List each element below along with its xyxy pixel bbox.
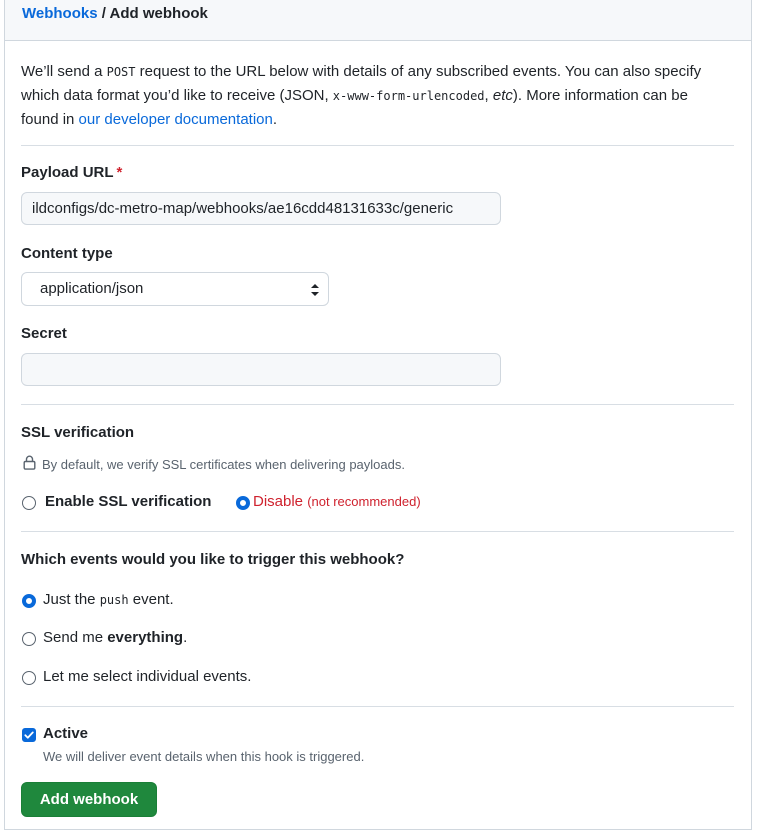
events-push-label[interactable]	[43, 591, 174, 608]
breadcrumb-separator: /	[97, 5, 110, 22]
events-question: Which events would you like to trigger this webhook?	[21, 551, 405, 568]
ssl-disable-text: Disable	[253, 493, 304, 510]
add-webhook-button[interactable]: Add webhook	[21, 782, 157, 817]
ssl-verification-label: SSL verification	[21, 424, 135, 441]
secret-label: Secret	[21, 325, 67, 342]
ssl-disable-label[interactable]	[253, 493, 421, 510]
content-type-value: application/json	[40, 280, 144, 297]
content-type-select[interactable]	[21, 272, 329, 306]
payload-url-label: Payload URL *	[21, 164, 123, 181]
intro-part: ,	[484, 87, 493, 104]
payload-url-input[interactable]: ildconfigs/dc-metro-map/webhooks/ae16cdd48131633c/generic	[21, 192, 501, 225]
divider	[21, 706, 734, 707]
events-push-text: event.	[128, 591, 174, 608]
intro-part: ). More information can be found in	[21, 87, 688, 128]
events-push-radio[interactable]	[22, 594, 36, 608]
checkmark-icon	[23, 729, 35, 741]
ssl-note: By default, we verify SSL certificates when delivering payloads.	[42, 457, 405, 472]
active-label[interactable]: Active	[43, 725, 89, 742]
lock-icon	[23, 455, 36, 470]
panel-header	[5, 0, 751, 41]
developer-docs-link[interactable]: our developer documentation	[78, 111, 273, 128]
content-type-label: Content type	[21, 245, 113, 262]
intro-format-code: x-www-form-urlencoded	[332, 89, 485, 103]
secret-input[interactable]	[21, 353, 501, 386]
select-arrows-icon	[310, 283, 320, 297]
ssl-disable-note: (not recommended)	[307, 494, 421, 509]
breadcrumb-webhooks-link[interactable]: Webhooks	[22, 5, 98, 22]
intro-etc: etc	[492, 87, 513, 104]
ssl-disable-radio[interactable]	[236, 496, 250, 510]
ssl-enable-label[interactable]: Enable SSL verification	[45, 493, 212, 510]
page-title: Add webhook	[109, 5, 208, 22]
intro-post-code: POST	[106, 65, 136, 79]
events-everything-bold: everything	[107, 629, 184, 646]
events-everything-text: Send me	[43, 629, 108, 646]
required-mark: *	[116, 164, 123, 181]
events-everything-radio[interactable]	[22, 632, 36, 646]
events-everything-label[interactable]	[43, 629, 187, 646]
intro-part: .	[272, 111, 278, 128]
intro-part: request to the URL below with details of any subscribed events. You can also specify which data format you’d like to receive (JSON,	[21, 63, 702, 104]
events-everything-text: .	[183, 629, 188, 646]
events-individual-label[interactable]: Let me select individual events.	[43, 668, 252, 685]
events-individual-radio[interactable]	[22, 671, 36, 685]
ssl-enable-radio[interactable]	[22, 496, 36, 510]
divider	[21, 145, 734, 146]
active-checkbox[interactable]	[22, 728, 36, 742]
intro-part: We’ll send a	[21, 63, 107, 80]
intro-text	[21, 60, 726, 131]
breadcrumb	[22, 5, 208, 22]
active-note: We will deliver event details when this hook is triggered.	[43, 749, 365, 764]
divider	[21, 531, 734, 532]
events-push-code: push	[99, 593, 129, 607]
events-push-text: Just the	[43, 591, 100, 608]
divider	[21, 404, 734, 405]
